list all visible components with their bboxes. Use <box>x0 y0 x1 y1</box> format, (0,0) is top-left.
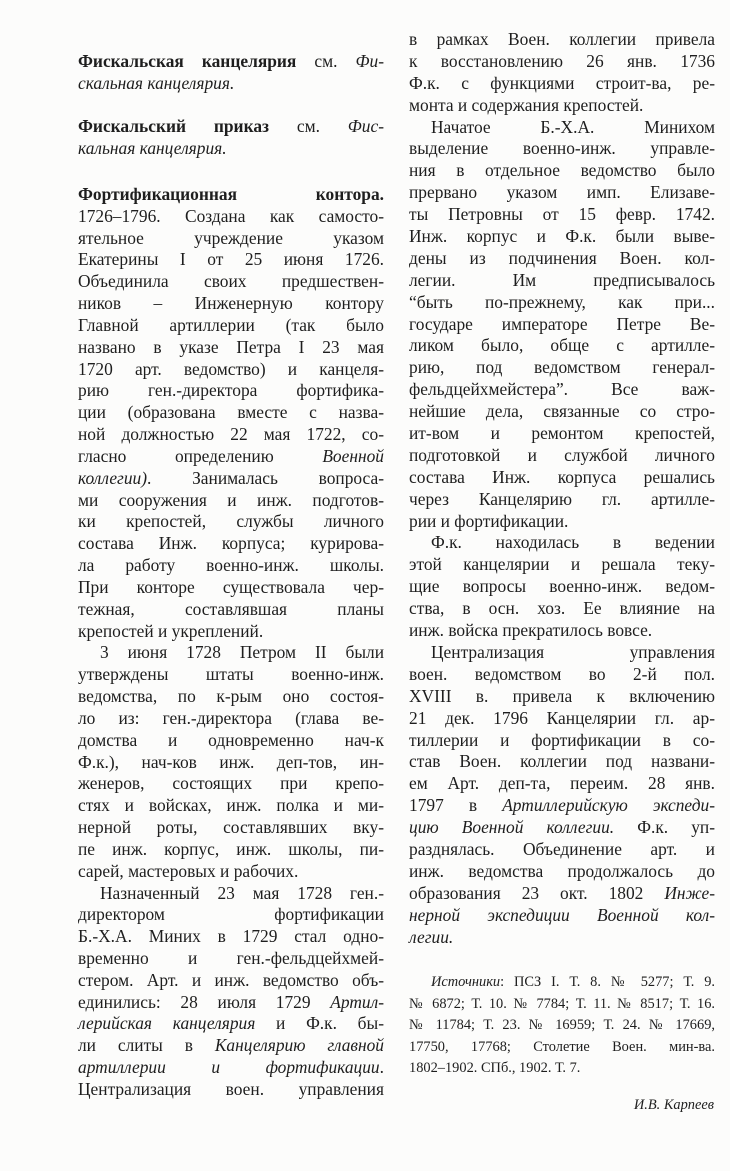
text-line <box>409 445 715 467</box>
text: нерной роты, составлявших вку- <box>78 817 384 838</box>
text-line <box>409 117 715 139</box>
text: в рамках Воен. коллегии привела <box>409 29 715 49</box>
text: ния в отдельное ведомство было <box>409 160 715 181</box>
text: 1797 в <box>409 795 503 816</box>
text: Екатерины I от 25 июня 1726. <box>78 249 384 270</box>
text: 17750, 17768; Столетие Воен. мин-ва. <box>409 1038 715 1055</box>
text-line <box>78 1035 384 1057</box>
text: ит-вом и ремонтом крепостей, <box>409 423 715 444</box>
text-line <box>78 642 384 664</box>
text-line <box>409 248 715 270</box>
italic-text: коллегии) <box>78 467 148 488</box>
text: 3 июня 1728 Петром II были <box>100 642 384 663</box>
text-line <box>78 926 384 948</box>
paragraph <box>78 642 384 882</box>
text-line <box>78 446 384 468</box>
text-line <box>409 357 715 379</box>
text: щие вопросы военно-инж. ведом- <box>409 576 715 597</box>
italic-text: артиллерии и фортификации <box>78 1057 380 1078</box>
text: монта и содержания крепостей. <box>409 94 644 115</box>
text-line <box>409 204 715 226</box>
text: ведомства, по к-рым оно состоя- <box>78 686 384 707</box>
text-line <box>78 206 384 228</box>
text: № 11784; Т. 23. № 16959; Т. 24. № 17669, <box>409 1017 715 1034</box>
text-line <box>78 555 384 577</box>
text-line <box>78 337 384 359</box>
text-line <box>409 751 715 773</box>
text: государе императоре Петре Ве- <box>409 313 715 334</box>
text-line <box>409 379 715 401</box>
text-line <box>78 228 384 250</box>
text-line <box>409 51 715 73</box>
text: см. <box>296 51 356 71</box>
text: инж. войска прекратилось вовсе. <box>409 620 653 641</box>
text-line <box>78 380 384 402</box>
text: дены из подчинения Воен. кол- <box>409 247 715 268</box>
text: 1720 арт. ведомство) и канцеля- <box>78 358 384 379</box>
text-line <box>78 577 384 599</box>
italic-text: Фис- <box>347 116 384 136</box>
text-line <box>78 752 384 774</box>
text-line <box>78 621 384 643</box>
entry-heading: Фискальский приказ <box>78 116 270 136</box>
text: . <box>379 1057 384 1078</box>
italic-text: Военной <box>322 445 384 466</box>
text: “быть по-прежнему, как при... <box>409 291 715 312</box>
text: : ПСЗ I. Т. 8. № 5277; Т. 9. <box>500 974 715 990</box>
text: ной должностью 22 мая 1722, со- <box>78 424 384 445</box>
text-line <box>78 795 384 817</box>
text-line <box>409 29 715 51</box>
text: инж. ведомства продолжалось до <box>409 860 715 881</box>
text: рию, под ведомством генерал- <box>409 357 715 378</box>
text-line <box>409 620 715 642</box>
text: через Канцелярию гл. артилле- <box>409 488 715 509</box>
text-line <box>78 138 384 160</box>
entry-heading: Фискальская канцелярия <box>78 51 297 71</box>
entry-heading: Фортификационная контора. <box>78 184 384 204</box>
text-line <box>409 160 715 182</box>
italic-text: нерной экспедиции Военной кол- <box>409 904 715 925</box>
text: Главной артиллерии (так было <box>78 314 384 335</box>
sources-block <box>409 972 715 1080</box>
text-line <box>409 423 715 445</box>
text: разднялась. Объединение арт. и <box>409 838 715 859</box>
text: ла работу военно-инж. школы. <box>78 555 384 576</box>
text: Инж. корпус и Ф.к. были выве- <box>409 226 715 247</box>
text-line <box>409 730 715 752</box>
text: При конторе существовала чер- <box>78 576 384 597</box>
text-line <box>409 489 715 511</box>
text-line <box>409 708 715 730</box>
text-line <box>409 532 715 554</box>
text-line <box>78 730 384 752</box>
text-line <box>78 599 384 621</box>
text: Централизация воен. управления <box>78 1078 384 1099</box>
text-line <box>409 270 715 292</box>
italic-text: Фи- <box>355 51 384 71</box>
text: став Воен. коллегии под названи- <box>409 751 715 772</box>
text: 1726–1796. Создана как самосто- <box>78 205 384 226</box>
text: тиллерии и фортификации в со- <box>409 729 715 750</box>
paragraph <box>409 642 715 948</box>
text-line <box>409 861 715 883</box>
paragraph <box>78 883 384 1101</box>
text: этой канцелярии и решала теку- <box>409 554 715 575</box>
text: Ф.к. с функциями строит-ва, ре- <box>409 72 715 93</box>
text: временно и ген.-фельдцейхмей- <box>78 947 384 968</box>
text-line <box>78 271 384 293</box>
paragraph <box>78 184 384 642</box>
text: Ф.к. уп- <box>614 817 716 838</box>
dictionary-entry <box>78 184 384 1101</box>
text-line <box>78 490 384 512</box>
text-line <box>78 970 384 992</box>
right-column <box>409 29 715 948</box>
text-line <box>78 315 384 337</box>
text-line <box>78 664 384 686</box>
text: фельдцейхмейстера”. Все важ- <box>409 379 715 400</box>
text-line <box>409 664 715 686</box>
text-line <box>78 1057 384 1079</box>
text-line <box>409 511 715 533</box>
text-line <box>78 533 384 555</box>
text: директором фортификации <box>78 904 384 925</box>
text: подготовкой и службой личного <box>409 444 715 465</box>
text-line <box>78 817 384 839</box>
text-line <box>409 686 715 708</box>
text: . Занималась вопроса- <box>147 467 384 488</box>
text: воен. ведомством во 2-й пол. <box>409 663 715 684</box>
text-line <box>78 249 384 271</box>
text-line <box>409 335 715 357</box>
text-line <box>409 994 715 1016</box>
text-line <box>409 467 715 489</box>
text: XVIII в. привела к включению <box>409 685 715 706</box>
text: Ф.к.), нач-ков инж. деп-тов, ин- <box>78 751 384 772</box>
text: см. <box>269 116 348 136</box>
text: рии и фортификации. <box>409 510 569 531</box>
text: тежная, составлявшая планы <box>78 598 384 619</box>
text: сарей, мастеровых и рабочих. <box>78 860 299 881</box>
text: пе инж. корпус, инж. школы, пи- <box>78 838 384 859</box>
text: к восстановлению 26 янв. 1736 <box>409 50 715 71</box>
text-line <box>409 905 715 927</box>
text-line <box>409 972 715 994</box>
text: ции (образована вместе с назва- <box>78 402 384 423</box>
text-line <box>78 402 384 424</box>
italic-text: Артил- <box>330 991 384 1012</box>
text-line <box>78 861 384 883</box>
text: ло из: ген.-директора (глава ве- <box>78 707 384 728</box>
text: состава Инж. корпуса решались <box>409 466 715 487</box>
text: № 6872; Т. 10. № 7784; Т. 11. № 8517; Т. 16. <box>409 995 715 1012</box>
text: утверждены штаты военно-инж. <box>78 664 384 685</box>
text-line <box>409 401 715 423</box>
text: 21 дек. 1796 Канцелярии гл. ар- <box>409 707 715 728</box>
paragraph <box>409 532 715 641</box>
text-line <box>78 1079 384 1101</box>
text: гласно определению <box>78 445 323 466</box>
text: Централизация управления <box>431 641 715 662</box>
text: Объединила своих предшествен- <box>78 271 384 292</box>
text-line <box>409 883 715 905</box>
text-line <box>409 927 715 949</box>
text-line <box>409 292 715 314</box>
text: ства, в осн. хоз. Ее влияние на <box>409 598 715 619</box>
text-line <box>78 904 384 926</box>
text-line <box>409 773 715 795</box>
text: ликом было, обще с артилле- <box>409 335 715 356</box>
text: и Ф.к. бы- <box>255 1013 384 1034</box>
text-line <box>78 948 384 970</box>
text-line <box>78 883 384 905</box>
paragraph <box>409 29 715 117</box>
italic-text: лерийская канцелярия <box>78 1013 256 1034</box>
text: стях и войсках, инж. полка и ми- <box>78 795 384 816</box>
text-line <box>78 773 384 795</box>
text: Назначенный 23 мая 1728 ген.- <box>100 882 384 903</box>
dictionary-entry <box>78 51 384 95</box>
text-line <box>409 642 715 664</box>
text-line <box>409 1058 715 1080</box>
text-line <box>409 95 715 117</box>
text: единились: 28 июля 1729 <box>78 991 331 1012</box>
text: Начатое Б.-Х.А. Минихом <box>431 116 715 137</box>
text-line <box>78 839 384 861</box>
text: выделение военно-инж. управле- <box>409 138 715 159</box>
text: легии. Им предписывалось <box>409 269 715 290</box>
text: домства и одновременно нач-к <box>78 729 384 750</box>
dictionary-entry <box>78 116 384 160</box>
text-line <box>78 73 384 95</box>
text: рию ген.-директора фортифика- <box>78 380 384 401</box>
text: ты Петровны от 15 февр. 1742. <box>409 204 715 225</box>
text: ми сооружения и инж. подготов- <box>78 489 384 510</box>
italic-text: цию Военной коллегии. <box>409 817 615 838</box>
italic-text: Источники <box>431 974 501 990</box>
text-line <box>409 554 715 576</box>
text-line <box>78 51 384 73</box>
text-line <box>409 1015 715 1037</box>
text: Б.-Х.А. Миних в 1729 стал одно- <box>78 926 384 947</box>
text-line <box>78 184 384 206</box>
text-line <box>409 795 715 817</box>
author-signature: И.В. Карпеев <box>633 1097 714 1113</box>
text: 1802–1902. СПб., 1902. Т. 7. <box>409 1060 581 1077</box>
italic-text: легии. <box>409 926 454 947</box>
text: Ф.к. находилась в ведении <box>431 532 715 553</box>
text: ли слиты в <box>78 1035 215 1056</box>
text: стером. Арт. и инж. ведомство объ- <box>78 969 384 990</box>
paragraph <box>409 117 715 533</box>
text-line <box>78 511 384 533</box>
text: прервано указом имп. Елизаве- <box>409 182 715 203</box>
text-line <box>78 1013 384 1035</box>
text-line <box>409 598 715 620</box>
text-line <box>78 116 384 138</box>
text-line <box>409 576 715 598</box>
text-line <box>409 73 715 95</box>
text-line <box>409 314 715 336</box>
text: крепостей и укреплений. <box>78 620 264 641</box>
text-line <box>78 992 384 1014</box>
paragraph <box>409 972 715 1080</box>
text: ников – Инженерную контору <box>78 293 384 314</box>
text-line <box>409 817 715 839</box>
text-line <box>78 708 384 730</box>
text: названо в указе Петра I 23 мая <box>78 336 384 357</box>
text-line <box>78 293 384 315</box>
text-line <box>78 686 384 708</box>
text-line <box>409 839 715 861</box>
text-line <box>78 468 384 490</box>
text-line <box>409 1037 715 1059</box>
text-line <box>409 226 715 248</box>
text: образования 23 окт. 1802 <box>409 882 665 903</box>
italic-text: скальная канцелярия. <box>78 72 235 93</box>
text-line <box>78 359 384 381</box>
text: женеров, состоящих при крепо- <box>78 773 384 794</box>
italic-text: Инже- <box>664 882 715 903</box>
paragraph <box>78 116 384 160</box>
text: ки крепостей, службы личного <box>78 511 384 532</box>
text: нейшие дела, связанные со стро- <box>409 401 715 422</box>
text: ятельное учреждение указом <box>78 227 384 248</box>
italic-text: кальная канцелярия. <box>78 137 227 158</box>
italic-text: Артиллерийскую экспеди- <box>502 795 715 816</box>
text-line <box>409 182 715 204</box>
text-line <box>78 424 384 446</box>
paragraph <box>78 51 384 95</box>
text: ем Арт. деп-та, переим. 28 янв. <box>409 773 715 794</box>
italic-text: Канцелярию главной <box>214 1035 384 1056</box>
text: состава Инж. корпуса; курирова- <box>78 533 384 554</box>
text-line <box>409 138 715 160</box>
